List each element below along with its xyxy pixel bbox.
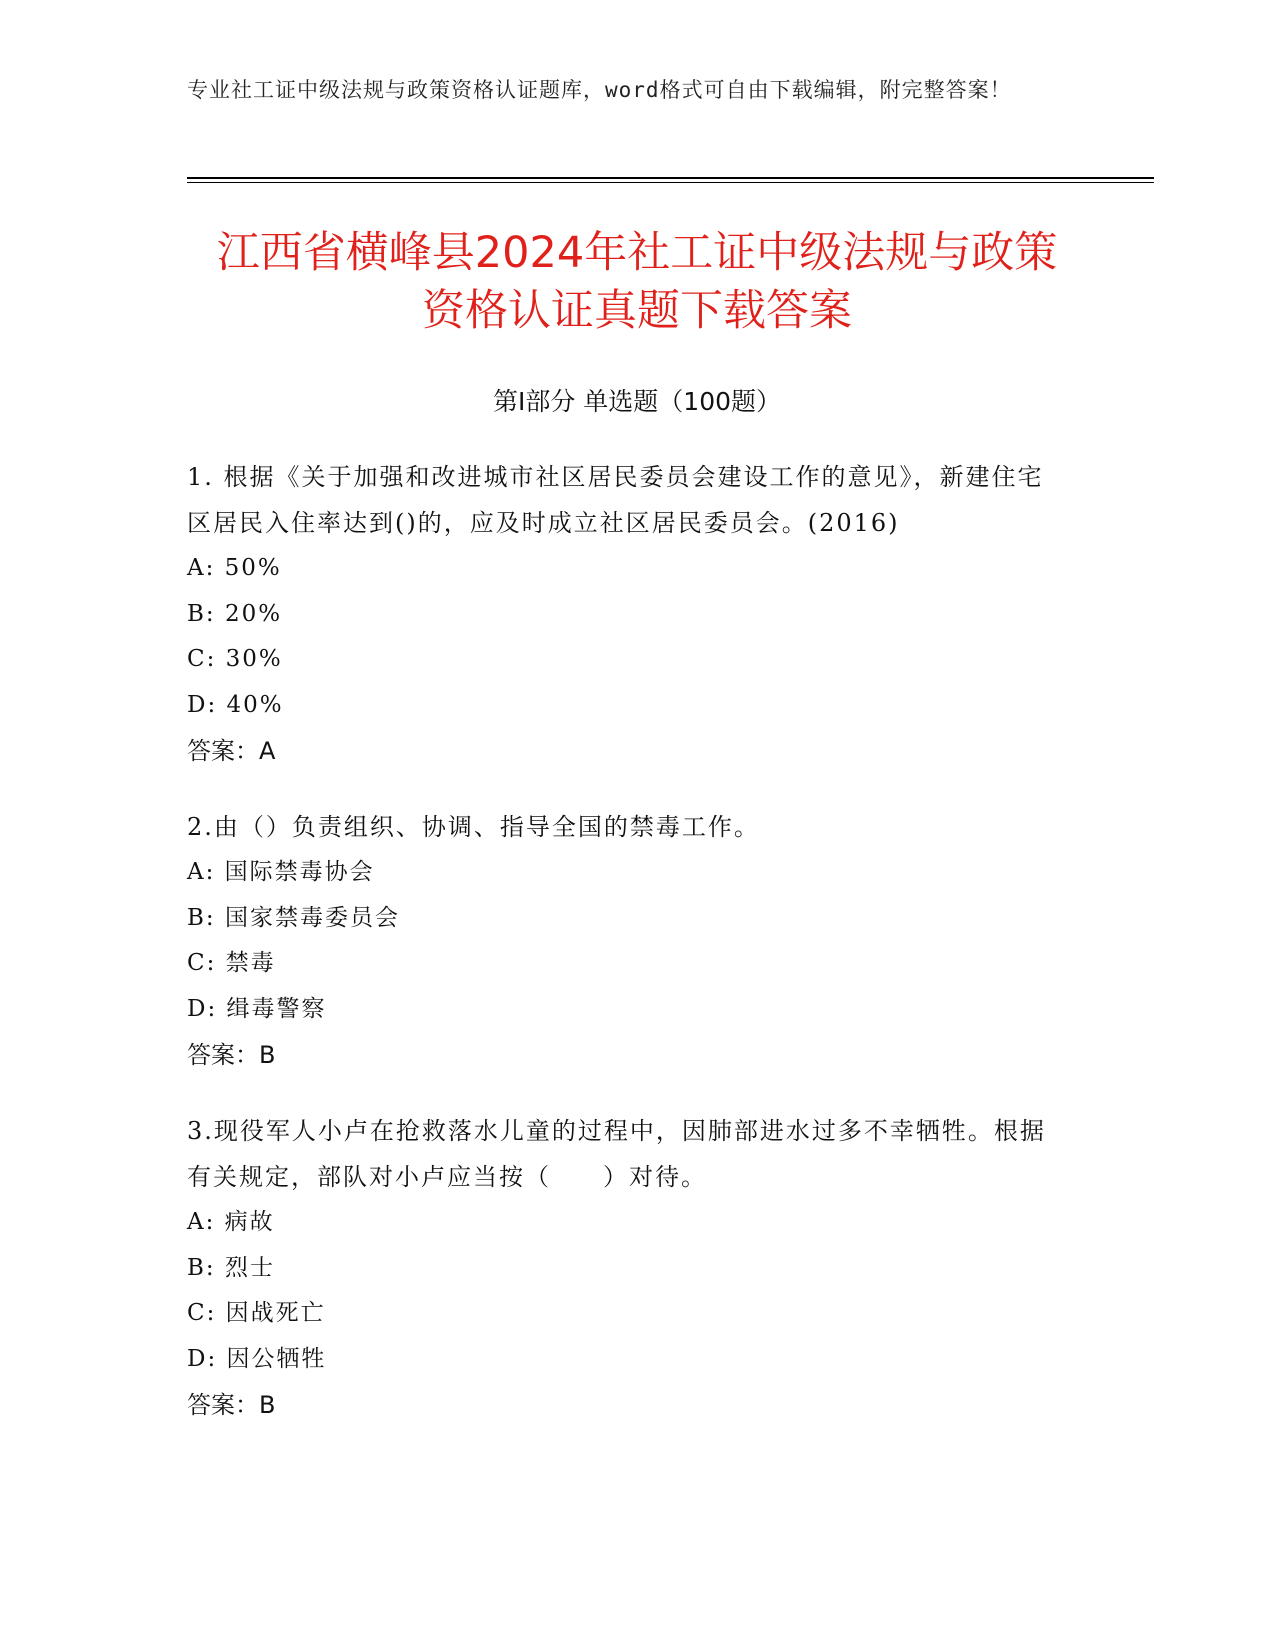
- option-c: C: 30%: [187, 646, 283, 672]
- question-1: [187, 454, 1067, 774]
- question-stem: 1. 根据《关于加强和改进城市社区居民委员会建设工作的意见》，新建住宅区居民入住率达到()的，应及时成立社区居民委员会。(2016): [187, 463, 1044, 537]
- option-d: D: 40%: [187, 691, 284, 718]
- answer: 答案：B: [187, 1041, 276, 1069]
- option-b: B: 国家禁毒委员会: [187, 904, 400, 931]
- option-d: D: 因公牺牲: [187, 1345, 327, 1372]
- section-title: 第I部分 单选题（100题）: [492, 387, 782, 416]
- option-a: A: 国际禁毒协会: [187, 859, 375, 885]
- header-note: 专业社工证中级法规与政策资格认证题库，word格式可自由下载编辑，附完整答案！: [187, 78, 1012, 102]
- document-title-line-2: 资格认证真题下载答案: [422, 286, 852, 336]
- header-divider-thin: [187, 182, 1154, 183]
- question-2: [187, 804, 1067, 1078]
- question-3: [187, 1108, 1067, 1428]
- answer: 答案：B: [187, 1391, 276, 1419]
- answer: 答案：A: [187, 737, 276, 765]
- question-stem: 3.现役军人小卢在抢救落水儿童的过程中，因肺部进水过多不幸牺牲。根据有关规定，部队对小卢应当按（ ）对待。: [187, 1117, 1046, 1191]
- header-divider-thick: [187, 177, 1154, 179]
- option-c: C: 因战死亡: [187, 1300, 326, 1326]
- option-a: A: 50%: [187, 555, 282, 581]
- option-b: B: 烈士: [187, 1254, 275, 1281]
- document-title: [187, 224, 1087, 340]
- question-stem: 2.由（）负责组织、协调、指导全国的禁毒工作。: [187, 813, 760, 841]
- option-b: B: 20%: [187, 600, 283, 627]
- option-a: A: 病故: [187, 1209, 275, 1235]
- option-d: D: 缉毒警察: [187, 995, 327, 1022]
- document-title-line-1: 江西省横峰县2024年社工证中级法规与政策: [216, 228, 1058, 278]
- option-c: C: 禁毒: [187, 950, 276, 976]
